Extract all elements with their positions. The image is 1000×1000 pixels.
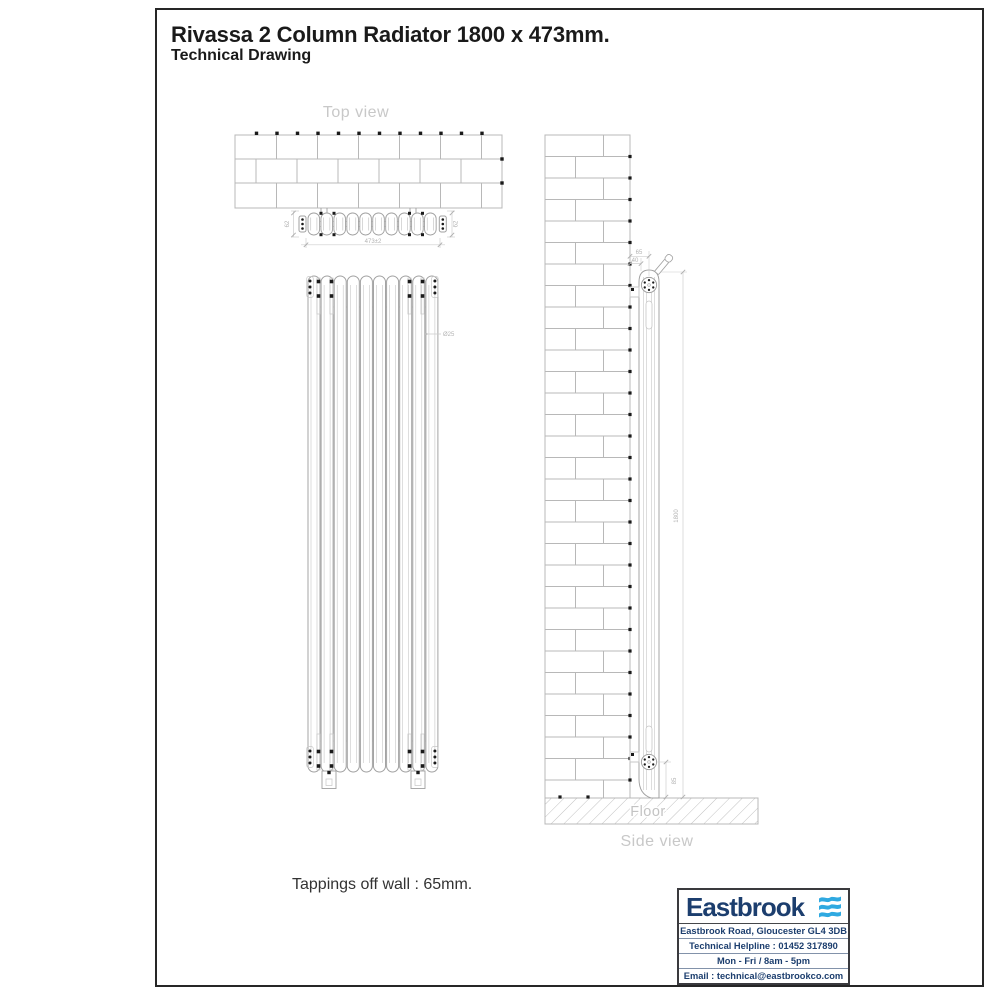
dim-column-depth-right: 62: [453, 220, 460, 228]
logo-address: Eastbrook Road, Gloucester GL4 3DB: [680, 926, 847, 936]
page-title: Rivassa 2 Column Radiator 1800 x 473mm.: [171, 22, 610, 47]
tappings-note: Tappings off wall : 65mm.: [292, 876, 473, 893]
eastbrook-logo-row: [679, 890, 848, 924]
logo-email: Email : technical@eastbrookco.com: [679, 968, 848, 983]
dim-tapping-off-wall: 65: [635, 250, 643, 256]
eastbrook-wordmark: Eastbrook: [686, 892, 805, 922]
eastbrook-waves-icon: [819, 896, 841, 918]
floor-label: Floor: [630, 804, 666, 820]
page-subtitle: Technical Drawing: [171, 47, 312, 64]
logo-helpline: Technical Helpline : 01452 317890: [679, 938, 848, 953]
dim-bottom-off-floor: 85: [672, 777, 678, 785]
dim-face-off-wall: 40: [631, 257, 639, 264]
dim-overall-height: 1800: [674, 509, 680, 523]
top-view-label: Top view: [322, 104, 390, 121]
dim-tube-diameter: Ø25: [443, 332, 455, 338]
eastbrook-logo-box: [677, 888, 850, 985]
side-view-label: Side view: [620, 833, 694, 850]
dim-column-depth-left: 62: [285, 220, 291, 228]
logo-hours: Mon - Fri / 8am - 5pm: [679, 953, 848, 968]
dim-overall-width: 473±2: [364, 239, 382, 245]
drawing-geometry: [235, 132, 758, 824]
